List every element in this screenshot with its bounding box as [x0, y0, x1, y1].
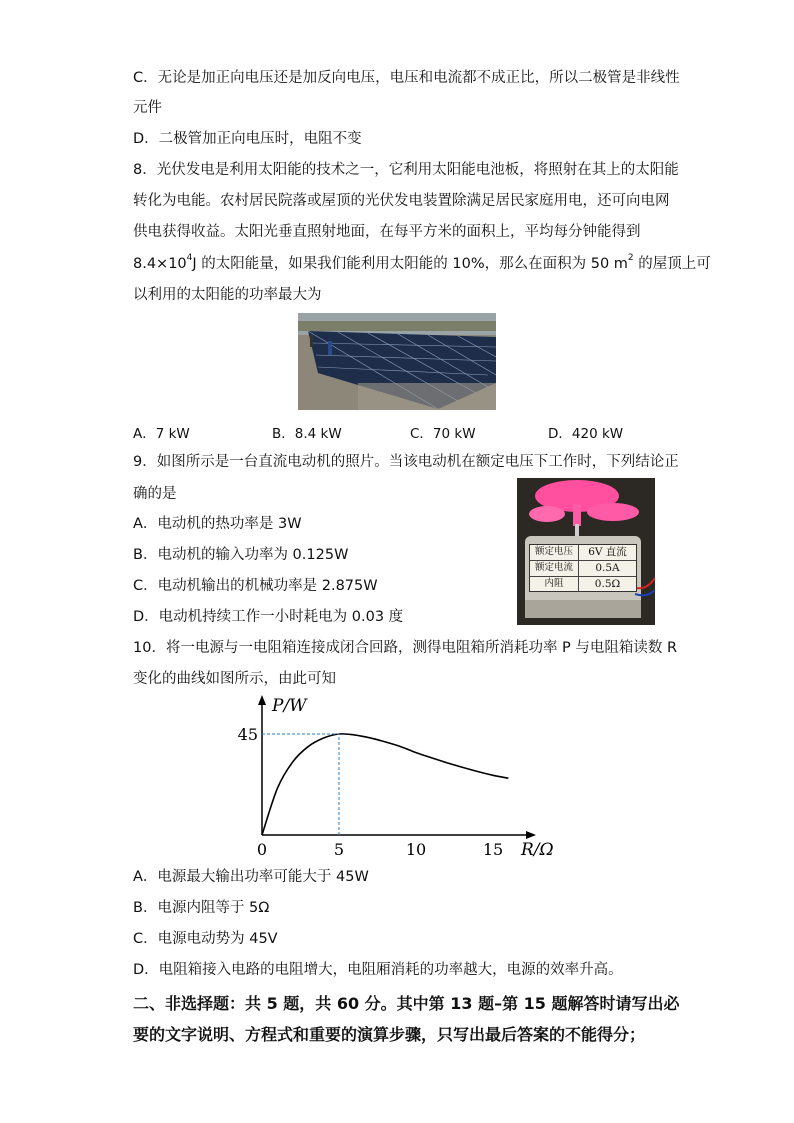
- peak-guide-line: [262, 734, 339, 835]
- q9-option-b: B．电动机的输入功率为 0.125W: [133, 547, 349, 563]
- section2-line2: 要的文字说明、方程式和重要的演算步骤，只写出最后答案的不能得分；: [133, 1025, 646, 1044]
- option-c-line2: 元件: [133, 100, 162, 116]
- y-tick-label: 45: [237, 725, 258, 744]
- y-axis-arrow: [258, 695, 266, 705]
- q10-stem-1: 10．将一电源与一电阻箱连接成闭合回路，测得电阻箱所消耗功率 P 与电阻箱读数 R: [133, 640, 678, 656]
- x-tick-label: 5: [333, 840, 345, 859]
- y-axis-label: P/W: [272, 696, 307, 716]
- q8-stem-4c: 的屋顶上可: [633, 256, 711, 272]
- q8-sup-2: 2: [627, 253, 634, 263]
- q10-option-a: A．电源最大输出功率可能大于 45W: [133, 869, 369, 885]
- q8-stem-4b: J 的太阳能量，如果我们能利用太阳能的 10%，那么在面积为 50 m: [192, 256, 628, 272]
- q8-option-c: C．70 kW: [410, 426, 476, 442]
- solar-panel-photo: [298, 313, 496, 410]
- q9-option-d: D．电动机持续工作一小时耗电为 0.03 度: [133, 609, 404, 625]
- q8-option-a: A．7 kW: [133, 426, 190, 442]
- q10-option-b: B．电源内阻等于 5Ω: [133, 900, 270, 916]
- q8-sup-4: 4: [186, 253, 193, 263]
- option-d: D．二极管加正向电压时，电阻不变: [133, 131, 362, 147]
- q9-option-a: A．电动机的热功率是 3W: [133, 516, 302, 532]
- q9-stem-1: 9．如图所示是一台直流电动机的照片。当该电动机在额定电压下工作时，下列结论正: [133, 454, 679, 470]
- x-axis-label: R/Ω: [521, 840, 554, 860]
- q8-stem-4: [133, 254, 711, 274]
- plate-label-current: 额定电流: [530, 561, 579, 576]
- plate-value-current: 0.5A: [595, 562, 620, 574]
- power-curve: [262, 734, 508, 835]
- plate-label-resistance: 内阻: [530, 577, 579, 592]
- q8-stem-5: 以利用的太阳能的功率最大为: [133, 287, 322, 303]
- plate-value-voltage: 6V 直流: [588, 546, 627, 558]
- q9-stem-2: 确的是: [133, 486, 177, 502]
- x-tick-label: 10: [405, 840, 427, 859]
- section2-line1: 二、非选择题：共 5 题，共 60 分。其中第 13 题–第 15 题解答时请写出必: [133, 994, 680, 1013]
- q8-stem-3: 供电获得收益。太阳光垂直照射地面，在每平方米的面积上，平均每分钟能得到: [133, 224, 641, 240]
- q8-stem-2: 转化为电能。农村居民院落或屋顶的光伏发电装置除满足居民家庭用电，还可向电网: [133, 193, 670, 209]
- power-resistance-graph: [237, 693, 570, 867]
- motor-nameplate: [529, 544, 637, 592]
- q10-option-d: D．电阻箱接入电路的电阻增大，电阻厢消耗的功率越大，电源的效率升高。: [133, 962, 623, 978]
- q9-option-c: C．电动机输出的机械功率是 2.875W: [133, 578, 378, 594]
- q8-option-d: D．420 kW: [548, 426, 624, 442]
- q8-option-b: B．8.4 kW: [272, 426, 342, 442]
- plate-value-resistance: 0.5Ω: [594, 578, 621, 590]
- q8-stem-4a: 8.4×10: [133, 256, 187, 272]
- option-c-line1: C．无论是加正向电压还是加反向电压，电压和电流都不成正比，所以二极管是非线性: [133, 70, 680, 86]
- q10-stem-2: 变化的曲线如图所示，由此可知: [133, 671, 336, 687]
- x-tick-label: 15: [482, 840, 504, 859]
- q10-option-c: C．电源电动势为 45V: [133, 931, 278, 947]
- x-tick-label: 0: [256, 840, 268, 859]
- x-axis-arrow: [526, 831, 536, 839]
- motor-photo: [517, 478, 655, 625]
- plate-label-voltage: 额定电压: [530, 545, 579, 560]
- q8-stem-1: 8．光伏发电是利用太阳能的技术之一，它利用太阳能电池板，将照射在其上的太阳能: [133, 162, 679, 178]
